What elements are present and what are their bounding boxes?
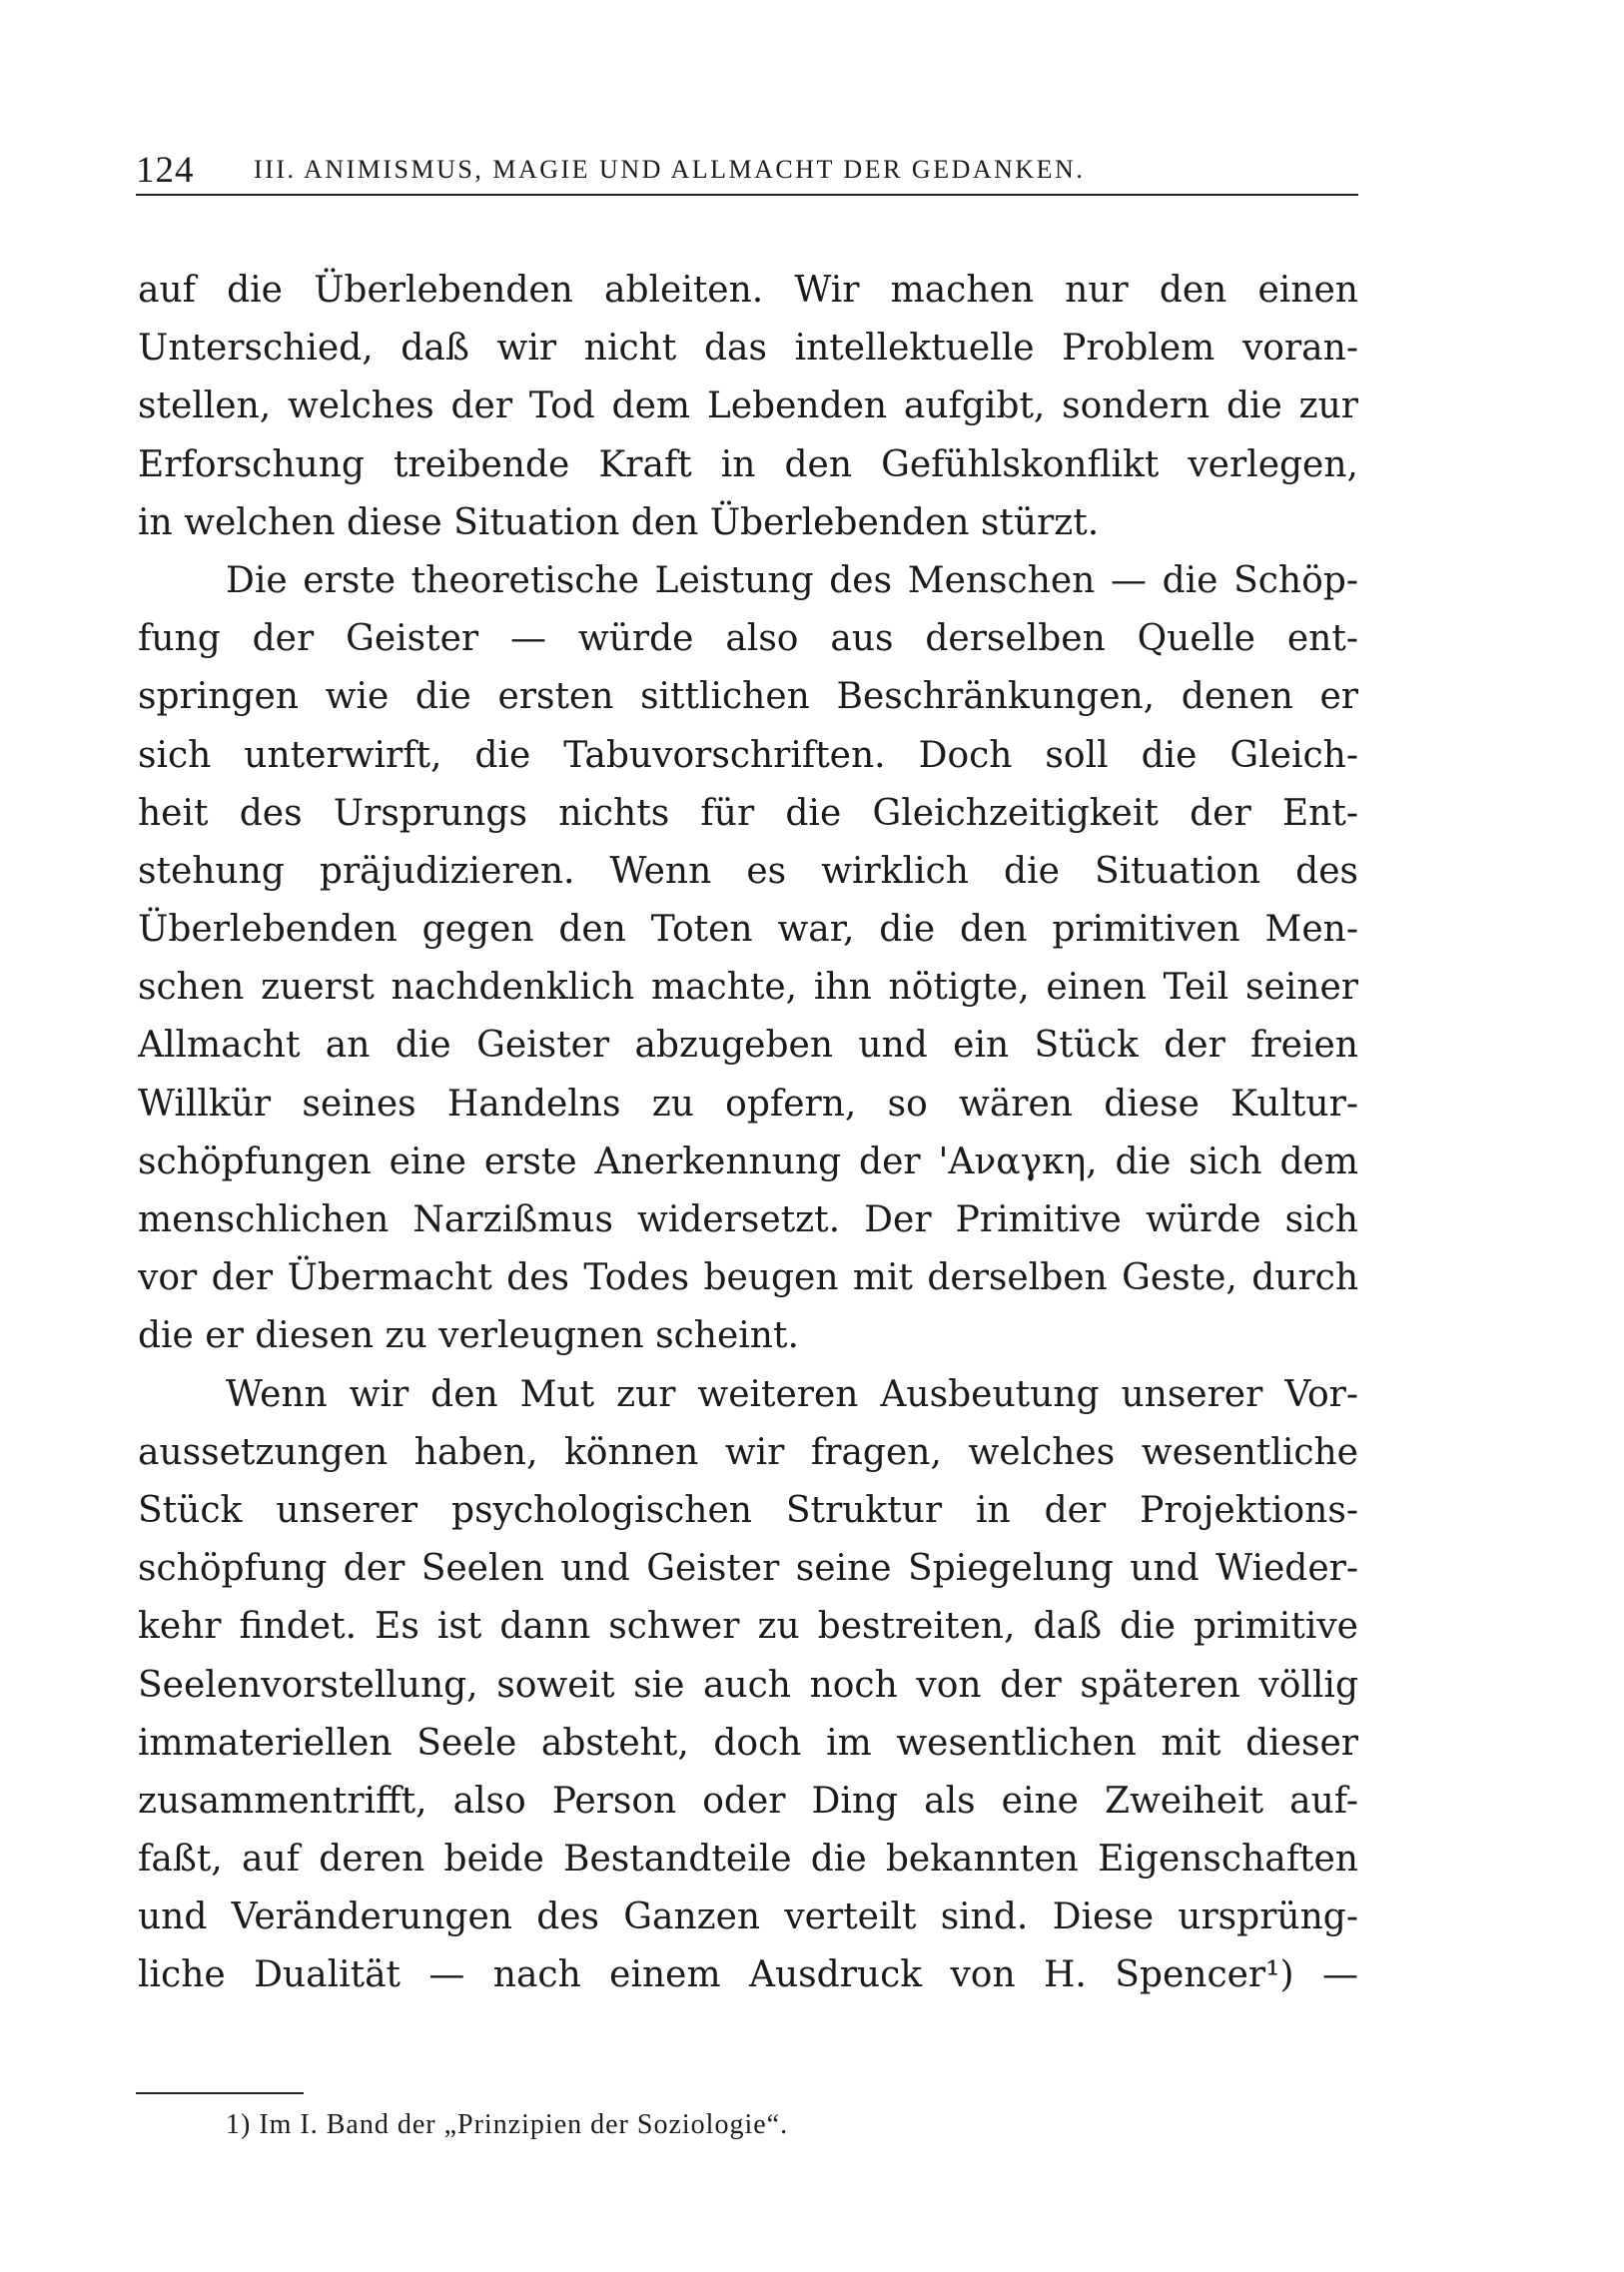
text-line: Stück unserer psychologischen Struktur in der Projektions- bbox=[138, 1489, 1358, 1531]
paragraph-first-line: Wenn wir den Mut zur weiteren Ausbeutung unserer Vor- bbox=[226, 1373, 1358, 1415]
footnote-text: Im I. Band der „Prinzipien der Soziologie“. bbox=[259, 2109, 789, 2140]
text-line: fung der Geister — würde also aus derselben Quelle ent- bbox=[138, 618, 1358, 660]
text-line: in welchen diese Situation den Überlebenden stürzt. bbox=[138, 501, 1100, 543]
footnote-divider bbox=[136, 2092, 304, 2094]
text-line: und Veränderungen des Ganzen verteilt sind. Diese ursprüng- bbox=[138, 1896, 1358, 1938]
text-line: menschlichen Narzißmus widersetzt. Der Primitive würde sich bbox=[138, 1199, 1358, 1240]
text-line: Willkür seines Handelns zu opfern, so wären diese Kultur- bbox=[138, 1083, 1358, 1125]
text-line: die er diesen zu verleugnen scheint. bbox=[138, 1315, 799, 1357]
text-line: sich unterwirft, die Tabuvorschriften. Doch soll die Gleich- bbox=[138, 734, 1358, 776]
text-line: kehr findet. Es ist dann schwer zu bestreiten, daß die primitive bbox=[138, 1606, 1358, 1648]
text-line: Allmacht an die Geister abzugeben und ein Stück der freien bbox=[138, 1025, 1358, 1067]
text-line: schen zuerst nachdenklich machte, ihn nötigte, einen Teil seiner bbox=[138, 967, 1358, 1009]
text-line: Seelenvorstellung, soweit sie auch noch von der späteren völlig bbox=[138, 1664, 1358, 1706]
text-line: Unterschied, daß wir nicht das intellektuelle Problem voran- bbox=[138, 328, 1358, 370]
text-line: Erforschung treibende Kraft in den Gefühlskonflikt verlegen, bbox=[138, 443, 1358, 485]
text-line: schöpfungen eine erste Anerkennung der 'Αναγκη, die sich dem bbox=[138, 1140, 1358, 1182]
running-head bbox=[136, 148, 1358, 196]
text-line: springen wie die ersten sittlichen Beschränkungen, denen er bbox=[138, 676, 1358, 718]
text-line: zusammentrifft, also Person oder Ding als eine Zweiheit auf- bbox=[138, 1780, 1358, 1822]
running-title: III. ANIMISMUS, MAGIE UND ALLMACHT DER GEDANKEN. bbox=[254, 155, 1086, 184]
text-line: vor der Übermacht des Todes beugen mit derselben Geste, durch bbox=[138, 1257, 1358, 1299]
text-line: stehung präjudizieren. Wenn es wirklich die Situation des bbox=[138, 850, 1358, 892]
text-line: auf die Überlebenden ableiten. Wir machen nur den einen bbox=[138, 270, 1358, 311]
text-line: heit des Ursprungs nichts für die Gleichzeitigkeit der Ent- bbox=[138, 792, 1358, 834]
page-number: 124 bbox=[136, 150, 195, 191]
footnote-marker: 1) bbox=[226, 2109, 252, 2140]
text-line: faßt, auf deren beide Bestandteile die bekannten Eigenschaften bbox=[138, 1839, 1358, 1881]
paragraph-first-line: Die erste theoretische Leistung des Menschen — die Schöp- bbox=[226, 559, 1358, 601]
text-line: immateriellen Seele absteht, doch im wesentlichen mit dieser bbox=[138, 1722, 1358, 1764]
text-line: liche Dualität — nach einem Ausdruck von H. Spencer¹) — bbox=[138, 1954, 1358, 1996]
body-text bbox=[138, 262, 1358, 2005]
text-line: stellen, welches der Tod dem Lebenden aufgibt, sondern die zur bbox=[138, 385, 1358, 427]
footnote bbox=[226, 2105, 788, 2145]
text-line: schöpfung der Seelen und Geister seine Spiegelung und Wieder- bbox=[138, 1548, 1358, 1590]
text-line: aussetzungen haben, können wir fragen, welches wesentliche bbox=[138, 1431, 1358, 1473]
text-line: Überlebenden gegen den Toten war, die den primitiven Men- bbox=[138, 909, 1358, 951]
